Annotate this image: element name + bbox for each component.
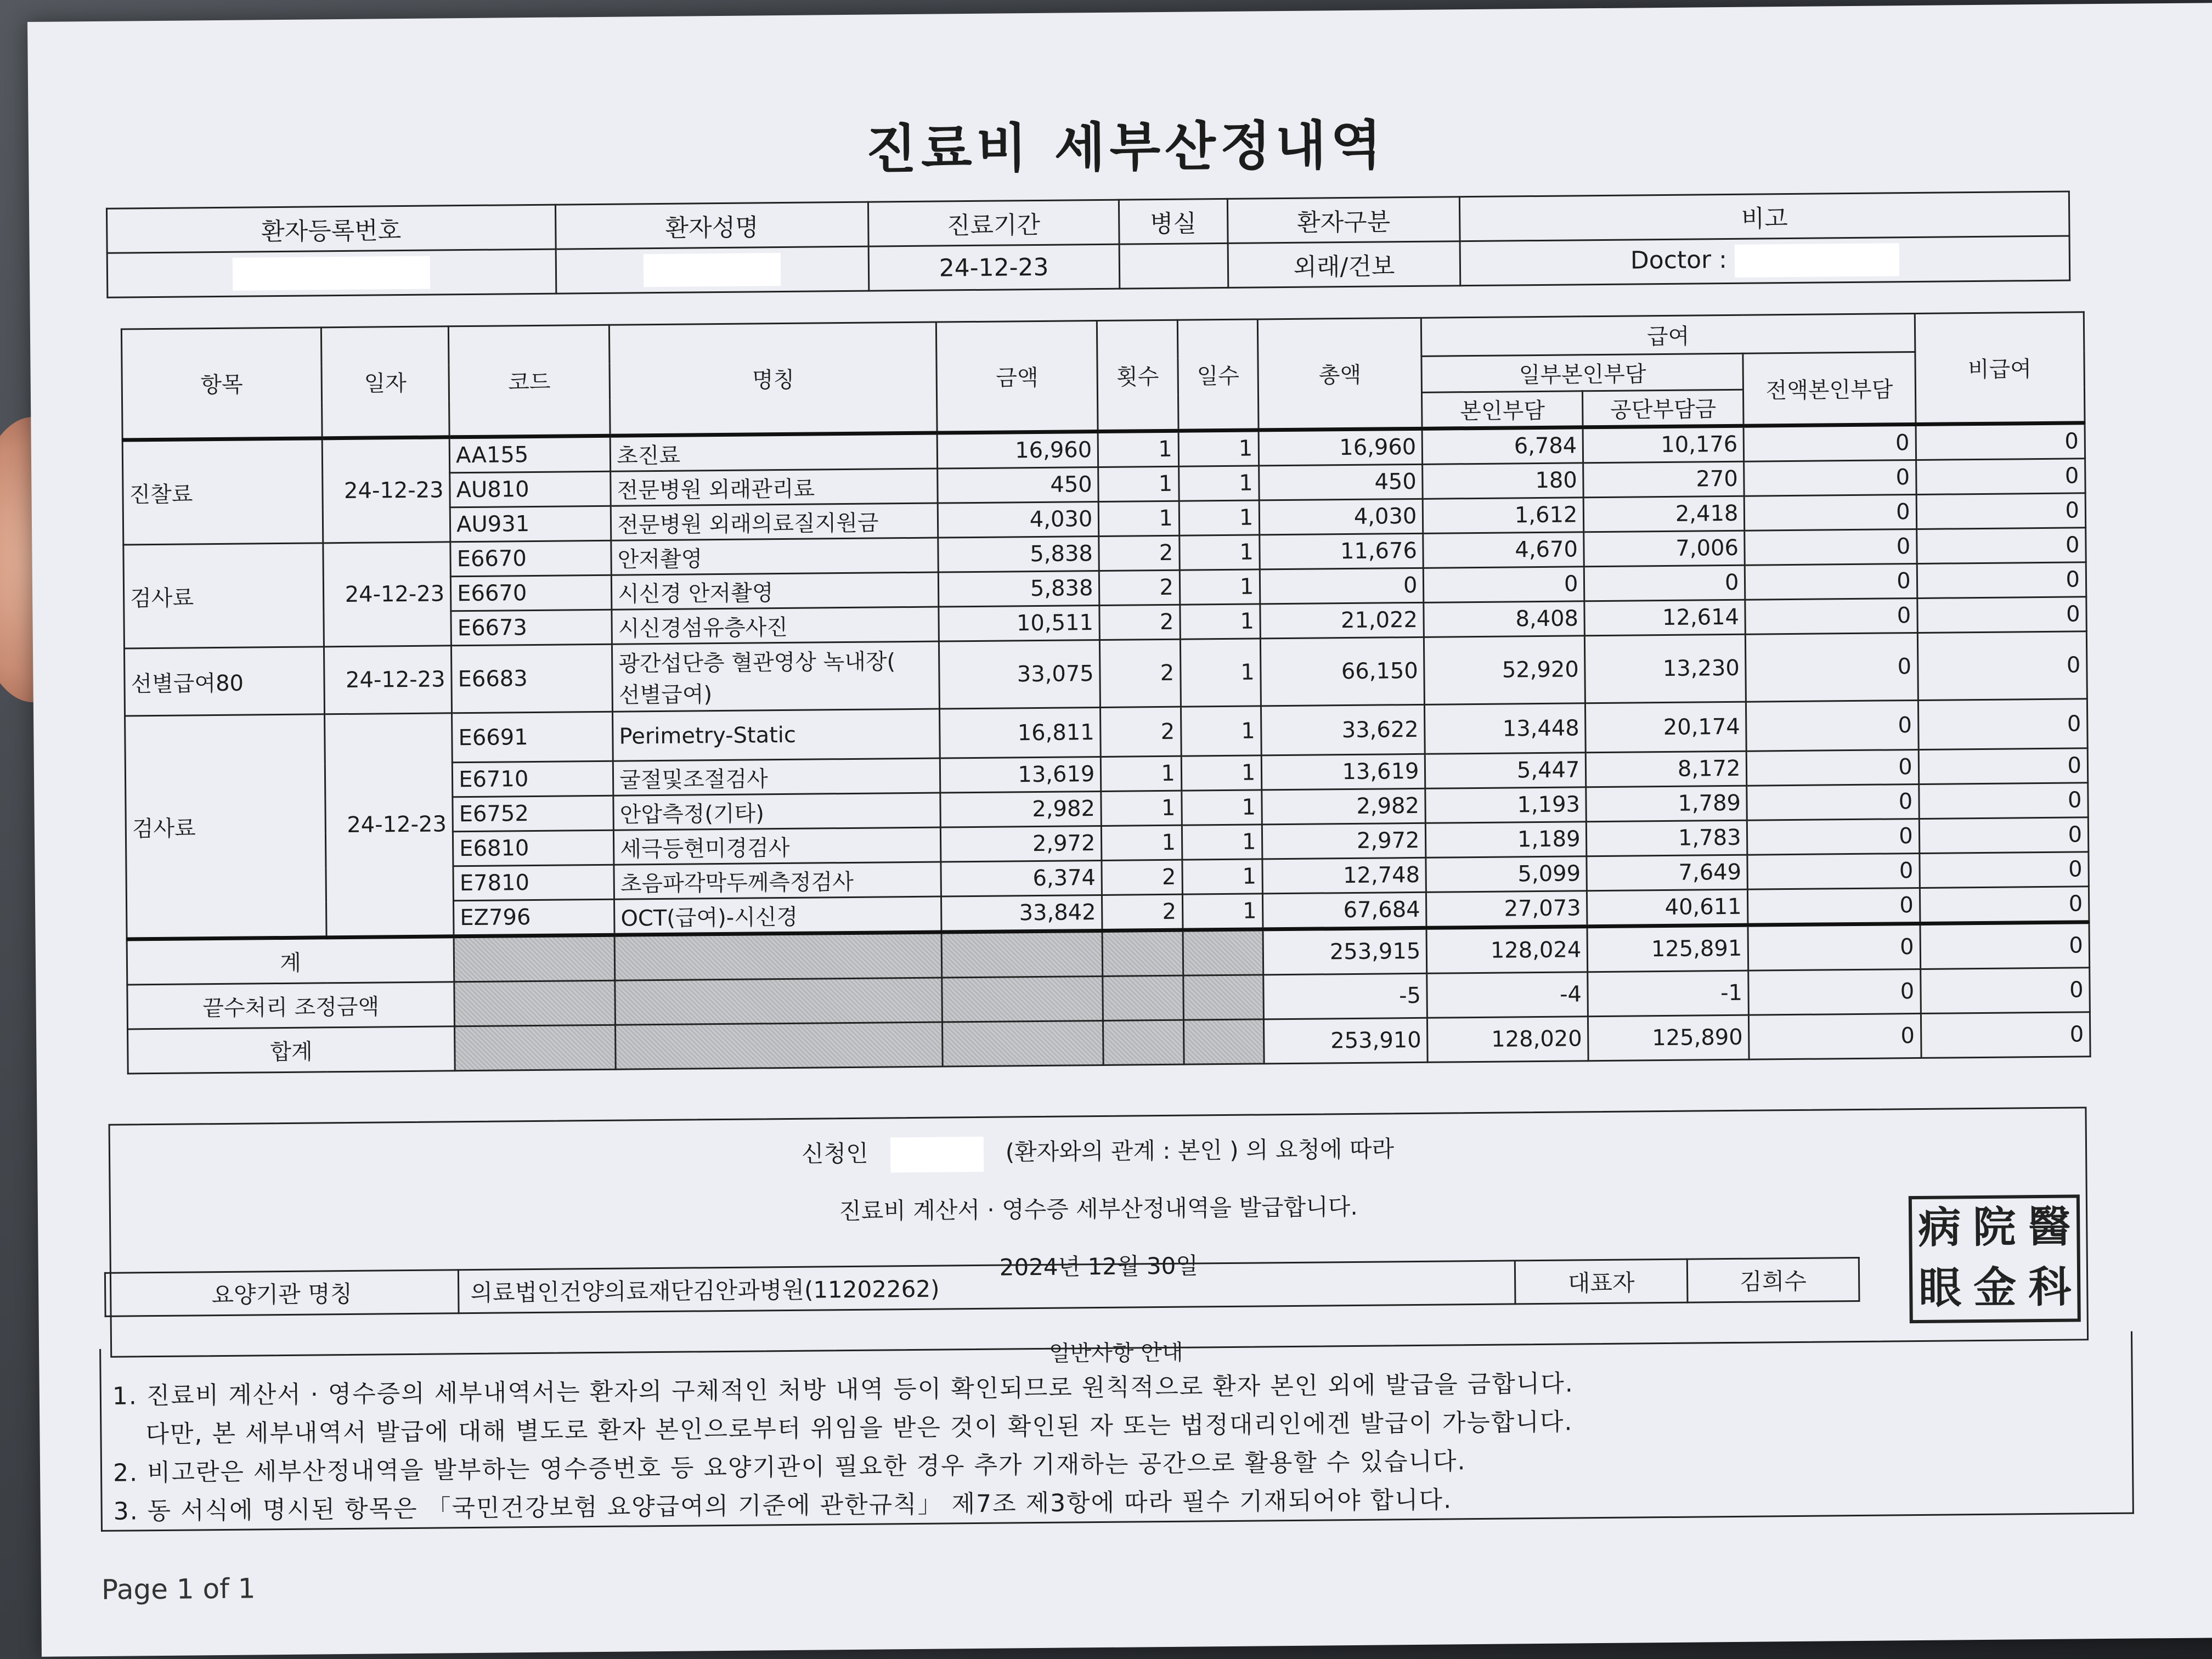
row-full: 0 <box>1747 749 1919 786</box>
col-code: 코드 <box>449 325 611 437</box>
row-code: E6673 <box>451 610 612 646</box>
row-self: 13,448 <box>1425 703 1586 754</box>
patient-info-table <box>106 191 2070 298</box>
row-non: 0 <box>1920 887 2089 924</box>
row-self: 5,447 <box>1425 753 1587 789</box>
row-amount: 450 <box>938 467 1099 503</box>
subtotal-label: 계 <box>127 936 454 985</box>
row-full: 0 <box>1744 460 1916 496</box>
row-name: 안압측정(기타) <box>613 793 941 830</box>
row-code: E6670 <box>450 575 612 611</box>
shaded-cell <box>1183 975 1264 1020</box>
col-name: 명칭 <box>610 322 938 436</box>
header-label-reg-no: 환자등록번호 <box>106 205 556 253</box>
general-notice <box>99 1331 2134 1532</box>
row-code: E7810 <box>453 865 614 901</box>
row-self: 180 <box>1423 463 1584 499</box>
rounding-self: -4 <box>1427 972 1588 1018</box>
shaded-cell <box>1183 1019 1264 1064</box>
row-amount: 33,842 <box>941 895 1103 932</box>
page-number: Page 1 of 1 <box>101 1572 256 1606</box>
row-count: 1 <box>1102 825 1182 860</box>
subtotal-full: 0 <box>1748 923 1920 970</box>
row-amount: 10,511 <box>939 605 1100 641</box>
row-code: AU931 <box>450 506 611 542</box>
row-amount: 6,374 <box>941 860 1102 896</box>
row-full: 0 <box>1745 563 1917 600</box>
row-amount: 33,075 <box>939 640 1101 709</box>
rounding-non: 0 <box>1920 968 2090 1014</box>
row-full: 0 <box>1743 424 1916 461</box>
row-item: 선별급여80 <box>124 647 324 716</box>
col-full-self: 전액본인부담 <box>1743 352 1915 426</box>
row-amount: 5,838 <box>938 536 1099 572</box>
row-name: 세극등현미경검사 <box>614 827 941 865</box>
row-count: 1 <box>1099 501 1180 536</box>
row-total: 21,022 <box>1260 602 1424 639</box>
row-non: 0 <box>1916 528 2086 564</box>
row-days: 1 <box>1182 825 1262 860</box>
row-insurer: 1,789 <box>1586 786 1747 822</box>
row-days: 1 <box>1182 859 1263 894</box>
row-total: 450 <box>1259 464 1423 500</box>
issue-statement: 진료비 계산서 · 영수증 세부산정내역을 발급합니다. <box>839 1193 1358 1225</box>
row-item: 검사료 <box>123 543 324 648</box>
shaded-cell <box>1102 930 1183 976</box>
row-days: 1 <box>1180 639 1261 707</box>
shaded-cell <box>941 930 1103 978</box>
shaded-cell <box>614 932 942 980</box>
row-days: 1 <box>1180 604 1261 639</box>
shaded-cell <box>942 976 1103 1022</box>
subtotal-self: 128,024 <box>1426 927 1588 974</box>
row-total: 33,622 <box>1261 704 1425 755</box>
notice-line: 1. 진료비 계산서 · 영수증의 세부내역서는 환자의 구체적인 처방 내역 등이 확인되므로 원칙적으로 환자 본인 외에 발급을 금합니다. <box>112 1369 1574 1410</box>
grand-total-self: 128,020 <box>1427 1017 1589 1063</box>
row-insurer: 10,176 <box>1583 426 1744 463</box>
col-date: 일자 <box>321 326 449 438</box>
row-non: 0 <box>1916 493 2086 529</box>
row-name: 시신경 안저촬영 <box>611 572 939 610</box>
row-count: 2 <box>1099 570 1180 605</box>
row-self: 52,920 <box>1424 636 1585 705</box>
row-full: 0 <box>1746 700 1918 751</box>
row-self: 1,612 <box>1423 498 1584 534</box>
seal-char: 病 <box>1917 1203 1961 1254</box>
row-count: 1 <box>1098 431 1178 467</box>
relation-text: (환자와의 관계 : 본인 ) 의 요청에 따라 <box>1005 1135 1395 1166</box>
row-item: 진찰료 <box>122 438 323 545</box>
doctor-label: Doctor : <box>1630 245 1728 275</box>
rounding-full: 0 <box>1748 969 1921 1015</box>
row-total: 11,676 <box>1260 533 1424 569</box>
row-full: 0 <box>1747 784 1919 820</box>
seal-char: 金 <box>1973 1263 2017 1313</box>
row-insurer: 1,783 <box>1587 820 1748 856</box>
seal-char: 院 <box>1972 1203 2016 1253</box>
seal-char: 科 <box>2028 1262 2072 1313</box>
row-name <box>612 641 940 712</box>
row-amount: 13,619 <box>940 757 1102 793</box>
row-insurer: 270 <box>1583 461 1745 498</box>
row-name: 전문병원 외래의료질지원금 <box>611 503 938 540</box>
col-total: 총액 <box>1258 318 1423 430</box>
shaded-cell <box>615 978 943 1025</box>
row-non: 0 <box>1917 631 2087 701</box>
row-insurer: 20,174 <box>1585 702 1747 753</box>
row-non: 0 <box>1919 817 2089 854</box>
shaded-cell <box>1183 929 1263 975</box>
row-code: E6710 <box>452 761 613 797</box>
row-code: EZ796 <box>454 899 615 936</box>
institution-label: 요양기관 명칭 <box>105 1270 459 1317</box>
redaction <box>644 253 781 287</box>
row-date: 24-12-23 <box>322 437 450 543</box>
grand-total-insurer: 125,890 <box>1588 1015 1750 1061</box>
row-non: 0 <box>1917 597 2086 633</box>
row-date: 24-12-23 <box>324 646 452 714</box>
reg-no-value <box>107 249 556 297</box>
applicant-line <box>110 1125 2085 1179</box>
applicant-label: 신청인 <box>801 1139 868 1167</box>
row-full: 0 <box>1747 853 1920 889</box>
shaded-cell <box>943 1020 1104 1066</box>
institution-name: 의료법인건양의료재단김안과병원(11202262) <box>459 1261 1516 1313</box>
row-total: 4,030 <box>1260 499 1424 535</box>
row-item: 검사료 <box>125 714 326 939</box>
shaded-cell <box>616 1022 943 1069</box>
row-non: 0 <box>1918 699 2087 750</box>
notice-title: 일반사항 안내 <box>1048 1340 1183 1367</box>
row-total: 13,619 <box>1262 754 1426 790</box>
row-code: E6683 <box>452 644 613 713</box>
notice-line: 2. 비고란은 세부산정내역을 발부하는 영수증번호 등 요양기관이 필요한 경우 추가 기재하는 공간으로 활용할 수 있습니다. <box>112 1447 1466 1487</box>
grand-total-non: 0 <box>1921 1012 2090 1058</box>
seal-char: 眼 <box>1918 1263 1962 1314</box>
remark-value <box>1460 236 2070 286</box>
row-code: E6691 <box>452 712 613 763</box>
row-name: OCT(급여)-시신경 <box>614 896 942 935</box>
notice-line: 3. 동 서식에 명시된 항목은 「국민건강보험 요양급여의 기준에 관한규칙」 제7조 제3항에 따라 필수 기재되어야 합니다. <box>113 1486 1453 1526</box>
row-amount: 5,838 <box>939 571 1100 607</box>
row-insurer: 13,230 <box>1585 634 1746 703</box>
row-count: 2 <box>1102 894 1183 930</box>
row-full: 0 <box>1746 633 1918 702</box>
issue-date: 2024년 12월 30일 <box>999 1252 1199 1281</box>
row-count: 2 <box>1101 707 1181 757</box>
period-value: 24-12-23 <box>868 244 1119 291</box>
row-days: 1 <box>1179 500 1260 535</box>
row-days: 1 <box>1182 790 1262 825</box>
row-total: 67,684 <box>1263 892 1427 929</box>
row-amount: 16,811 <box>940 707 1101 758</box>
col-partial: 일부본인부담 <box>1421 353 1743 392</box>
row-self: 0 <box>1424 567 1585 603</box>
row-count: 2 <box>1100 639 1181 707</box>
redaction <box>1735 243 1900 278</box>
row-name: 전문병원 외래관리료 <box>611 469 938 506</box>
row-full: 0 <box>1745 529 1917 565</box>
rounding-label: 끝수처리 조정금액 <box>127 982 455 1029</box>
row-days: 1 <box>1180 569 1260 605</box>
redaction <box>890 1136 984 1172</box>
row-count: 2 <box>1102 860 1182 895</box>
row-name: Perimetry-Static <box>613 709 940 761</box>
row-code: E6670 <box>450 540 612 577</box>
rep-label: 대표자 <box>1515 1259 1688 1304</box>
row-total: 12,748 <box>1262 857 1426 894</box>
row-self: 27,073 <box>1426 891 1588 928</box>
row-days: 1 <box>1182 894 1263 930</box>
document-title: 진료비 세부산정내역 <box>865 114 1386 180</box>
row-name: 굴절및조절검사 <box>613 758 940 795</box>
row-code: E6810 <box>453 830 614 866</box>
shaded-cell <box>1103 1020 1184 1065</box>
row-days: 1 <box>1181 706 1261 756</box>
row-days: 1 <box>1180 535 1260 570</box>
hospital-seal-stamp <box>1909 1194 2081 1323</box>
rep-name: 김희수 <box>1687 1257 1859 1302</box>
row-count: 1 <box>1098 466 1179 501</box>
shaded-cell <box>454 980 616 1026</box>
request-box <box>109 1107 2089 1357</box>
row-days: 1 <box>1178 466 1259 501</box>
col-count: 횟수 <box>1097 320 1178 431</box>
row-date: 24-12-23 <box>324 713 454 938</box>
row-name-line1: 광간섭단층 혈관영상 녹내장( <box>618 649 896 677</box>
row-non: 0 <box>1918 748 2088 785</box>
room-value <box>1119 243 1228 289</box>
patient-type-value: 외래/건보 <box>1228 241 1460 288</box>
row-non: 0 <box>1918 783 2088 819</box>
col-item: 항목 <box>121 328 321 440</box>
row-total: 16,960 <box>1259 428 1423 466</box>
rounding-total: -5 <box>1263 973 1427 1019</box>
col-insurer: 공단부담금 <box>1583 390 1744 427</box>
row-self: 8,408 <box>1424 601 1585 637</box>
row-name: 안저촬영 <box>611 538 939 575</box>
row-self: 5,099 <box>1426 856 1587 893</box>
row-full: 0 <box>1745 494 1917 531</box>
row-amount: 16,960 <box>937 431 1098 469</box>
row-insurer: 0 <box>1584 565 1746 601</box>
row-insurer: 7,006 <box>1584 531 1745 567</box>
row-full: 0 <box>1748 888 1920 925</box>
row-count: 1 <box>1101 791 1182 826</box>
row-insurer: 2,418 <box>1584 496 1745 532</box>
row-insurer: 8,172 <box>1586 751 1747 787</box>
row-name: 초음파각막두께측정검사 <box>614 862 941 899</box>
document-page <box>27 3 2212 1657</box>
row-total: 2,982 <box>1262 788 1426 825</box>
grand-total-label: 합계 <box>128 1026 455 1074</box>
row-days: 1 <box>1181 755 1262 791</box>
notice-line: 다만, 본 세부내역서 발급에 대해 별도로 환자 본인으로부터 위임을 받은 것이 확인된 자 또는 법정대리인에겐 발급이 가능합니다. <box>145 1408 1573 1449</box>
shaded-cell <box>1103 975 1183 1020</box>
row-full: 0 <box>1745 598 1917 634</box>
seal-char: 醫 <box>2027 1202 2071 1252</box>
redaction <box>233 256 431 291</box>
row-insurer: 12,614 <box>1584 600 1746 636</box>
col-covered: 급여 <box>1421 314 1915 357</box>
row-code: E6752 <box>453 795 614 832</box>
header-label-room: 병실 <box>1119 199 1228 244</box>
row-name: 시신경섬유층사진 <box>612 607 939 644</box>
shaded-cell <box>455 1025 616 1071</box>
col-self: 본인부담 <box>1422 391 1583 429</box>
row-self: 4,670 <box>1423 532 1584 568</box>
row-name: 초진료 <box>610 433 938 471</box>
row-date: 24-12-23 <box>323 542 452 647</box>
row-non: 0 <box>1916 459 2085 495</box>
header-label-remark: 비고 <box>1459 191 2069 241</box>
subtotal-total: 253,915 <box>1263 928 1427 975</box>
row-self: 6,784 <box>1422 427 1583 465</box>
col-noncovered: 비급여 <box>1915 312 2085 425</box>
row-count: 2 <box>1099 535 1180 571</box>
grand-total-total: 253,910 <box>1264 1018 1428 1064</box>
itemized-table <box>121 311 2091 1074</box>
shaded-cell <box>454 935 615 982</box>
subtotal-non: 0 <box>1920 922 2090 969</box>
row-amount: 2,972 <box>941 826 1102 862</box>
row-total: 66,150 <box>1261 637 1425 706</box>
row-code: AU810 <box>450 471 611 507</box>
rounding-insurer: -1 <box>1588 970 1749 1017</box>
row-code: AA155 <box>449 436 611 473</box>
row-self: 1,193 <box>1425 787 1587 823</box>
row-total: 2,972 <box>1262 823 1426 859</box>
row-total: 0 <box>1260 568 1424 604</box>
subtotal-insurer: 125,891 <box>1587 925 1748 972</box>
header-label-type: 환자구분 <box>1227 197 1460 244</box>
col-amount: 금액 <box>936 321 1098 433</box>
row-count: 1 <box>1101 756 1182 791</box>
row-non: 0 <box>1920 852 2089 888</box>
row-insurer: 7,649 <box>1587 855 1748 891</box>
row-amount: 4,030 <box>938 501 1099 538</box>
row-self: 1,189 <box>1426 822 1587 858</box>
row-non: 0 <box>1916 423 2085 460</box>
col-days: 일수 <box>1177 319 1259 431</box>
header-label-name: 환자성명 <box>555 202 868 249</box>
row-name-line2: 선별급여) <box>618 682 713 708</box>
grand-total-full: 0 <box>1749 1013 1921 1059</box>
header-label-period: 진료기간 <box>868 200 1119 246</box>
row-full: 0 <box>1747 819 1920 855</box>
row-amount: 2,982 <box>940 791 1102 827</box>
row-days: 1 <box>1178 430 1259 466</box>
row-non: 0 <box>1917 562 2086 599</box>
row-insurer: 40,611 <box>1587 889 1748 927</box>
row-count: 2 <box>1099 605 1180 640</box>
patient-name-value <box>556 246 869 294</box>
